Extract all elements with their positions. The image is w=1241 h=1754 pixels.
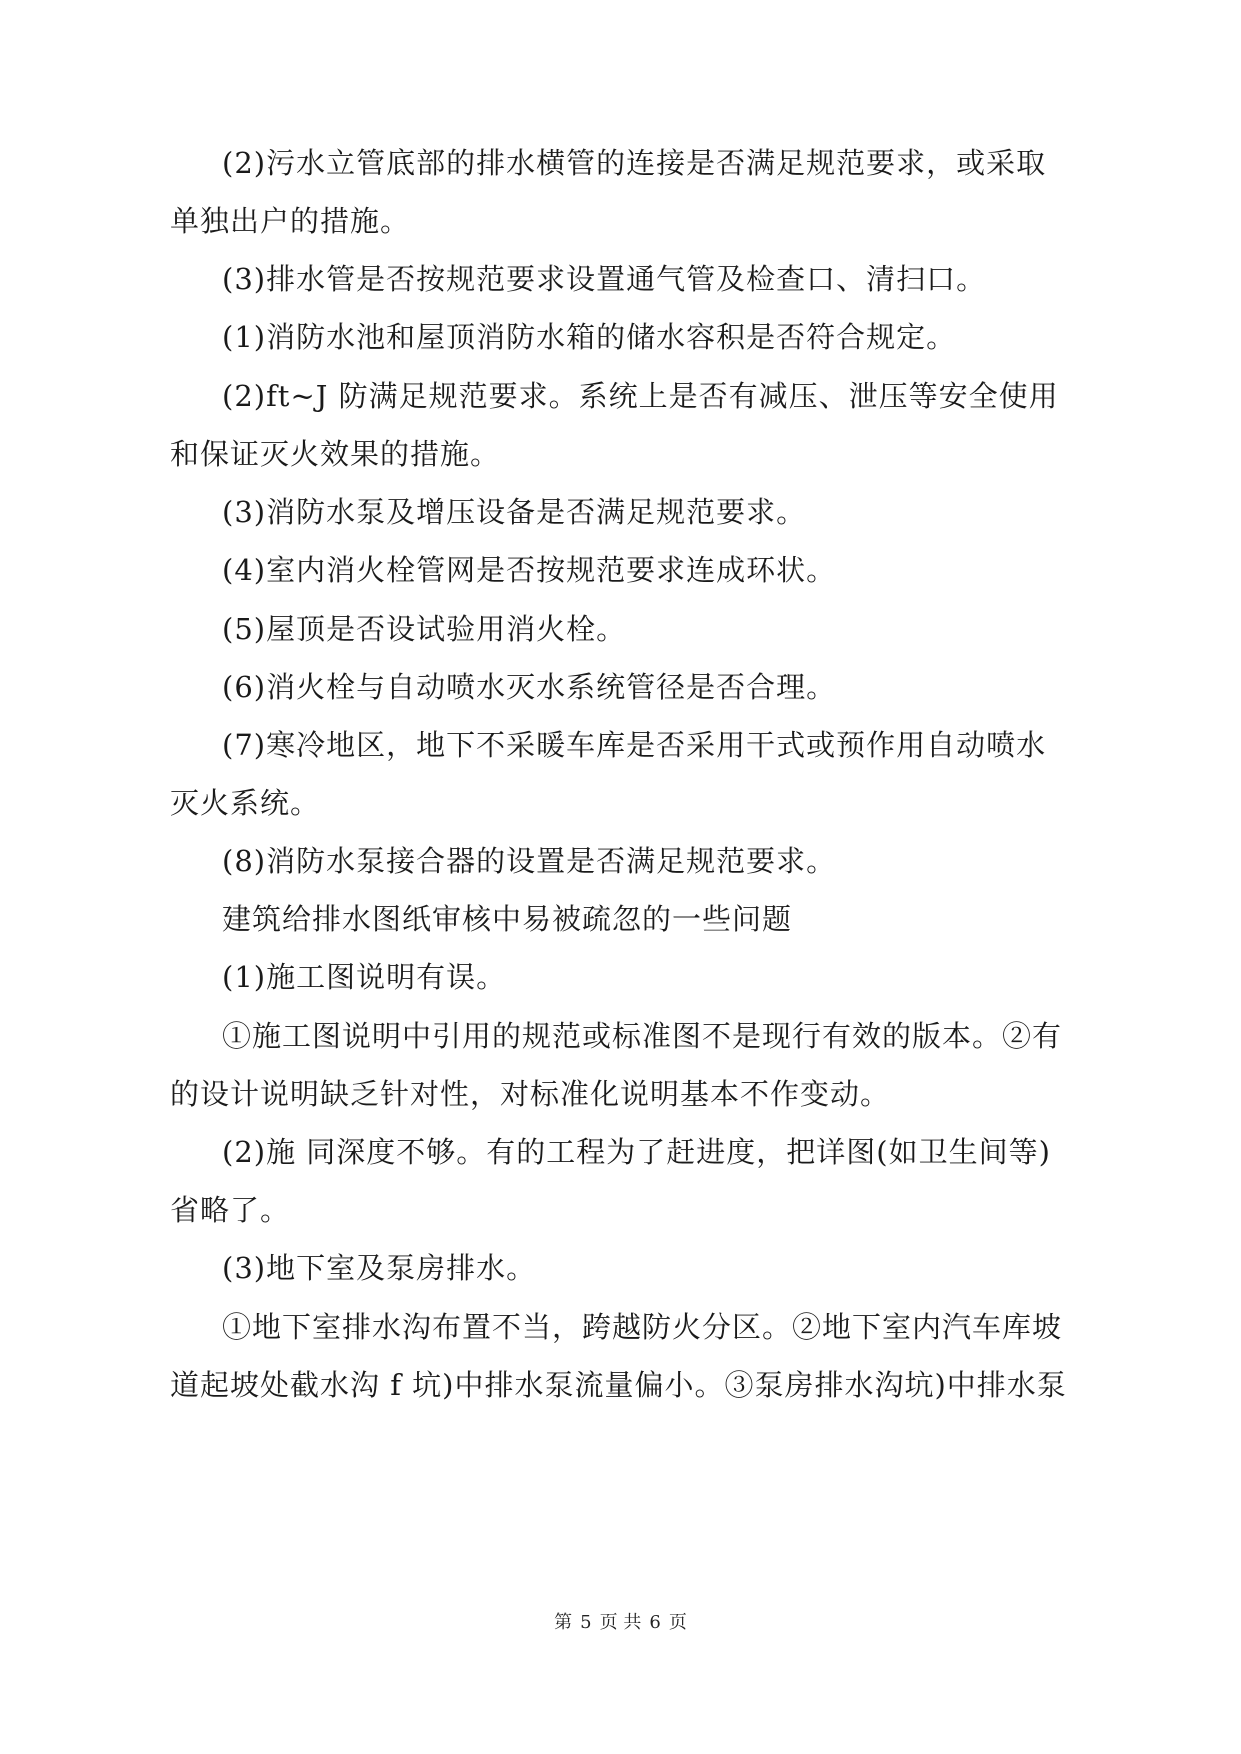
page-footer bbox=[0, 1611, 1241, 1635]
paragraph-line: (1)消防水池和屋顶消防水箱的储水容积是否符合规定。 bbox=[222, 320, 957, 354]
footer-total-pages: 6 bbox=[649, 1612, 661, 1633]
paragraph-line: (3)排水管是否按规范要求设置通气管及检查口、清扫口。 bbox=[222, 262, 987, 296]
paragraph-line: 灭火系统。 bbox=[170, 786, 321, 820]
paragraph-line: 的设计说明缺乏针对性，对标准化说明基本不作变动。 bbox=[170, 1077, 891, 1111]
paragraph-line: (2)污水立管底部的排水横管的连接是否满足规范要求，或采取 bbox=[222, 146, 1047, 180]
paragraph-line: (2)ft~J 防满足规范要求。系统上是否有减压、泄压等安全使用 bbox=[222, 379, 1059, 413]
footer-suffix: 页 bbox=[668, 1612, 687, 1633]
paragraph-line: (3)消防水泵及增压设备是否满足规范要求。 bbox=[222, 495, 807, 529]
paragraph-line: ①地下室排水沟布置不当，跨越防火分区。②地下室内汽车库坡 bbox=[222, 1310, 1063, 1344]
footer-middle: 页 共 bbox=[599, 1612, 642, 1633]
footer-prefix: 第 bbox=[554, 1612, 573, 1633]
paragraph-line: ①施工图说明中引用的规范或标准图不是现行有效的版本。②有 bbox=[222, 1019, 1063, 1053]
paragraph-line: (3)地下室及泵房排水。 bbox=[222, 1251, 537, 1285]
paragraph-line: 道起坡处截水沟 f 坑)中排水泵流量偏小。③泵房排水沟坑)中排水泵 bbox=[170, 1368, 1067, 1402]
section-heading: 建筑给排水图纸审核中易被疏忽的一些问题 bbox=[222, 902, 793, 936]
paragraph-line: (1)施工图说明有误。 bbox=[222, 960, 507, 994]
paragraph-line: (4)室内消火栓管网是否按规范要求连成环状。 bbox=[222, 553, 837, 587]
paragraph-line: (7)寒冷地区，地下不采暖车库是否采用干式或预作用自动喷水 bbox=[222, 728, 1047, 762]
paragraph-line: 省略了。 bbox=[170, 1193, 291, 1227]
paragraph-line: (6)消火栓与自动喷水灭水系统管径是否合理。 bbox=[222, 670, 837, 704]
footer-page-number: 5 bbox=[580, 1612, 592, 1633]
paragraph-line: (5)屋顶是否设试验用消火栓。 bbox=[222, 612, 627, 646]
paragraph-line: 和保证灭火效果的措施。 bbox=[170, 437, 501, 471]
paragraph-line: 单独出户的措施。 bbox=[170, 204, 411, 238]
paragraph-line: (2)施 同深度不够。有的工程为了赶进度，把详图(如卫生间等) bbox=[222, 1135, 1051, 1169]
paragraph-line: (8)消防水泵接合器的设置是否满足规范要求。 bbox=[222, 844, 837, 878]
